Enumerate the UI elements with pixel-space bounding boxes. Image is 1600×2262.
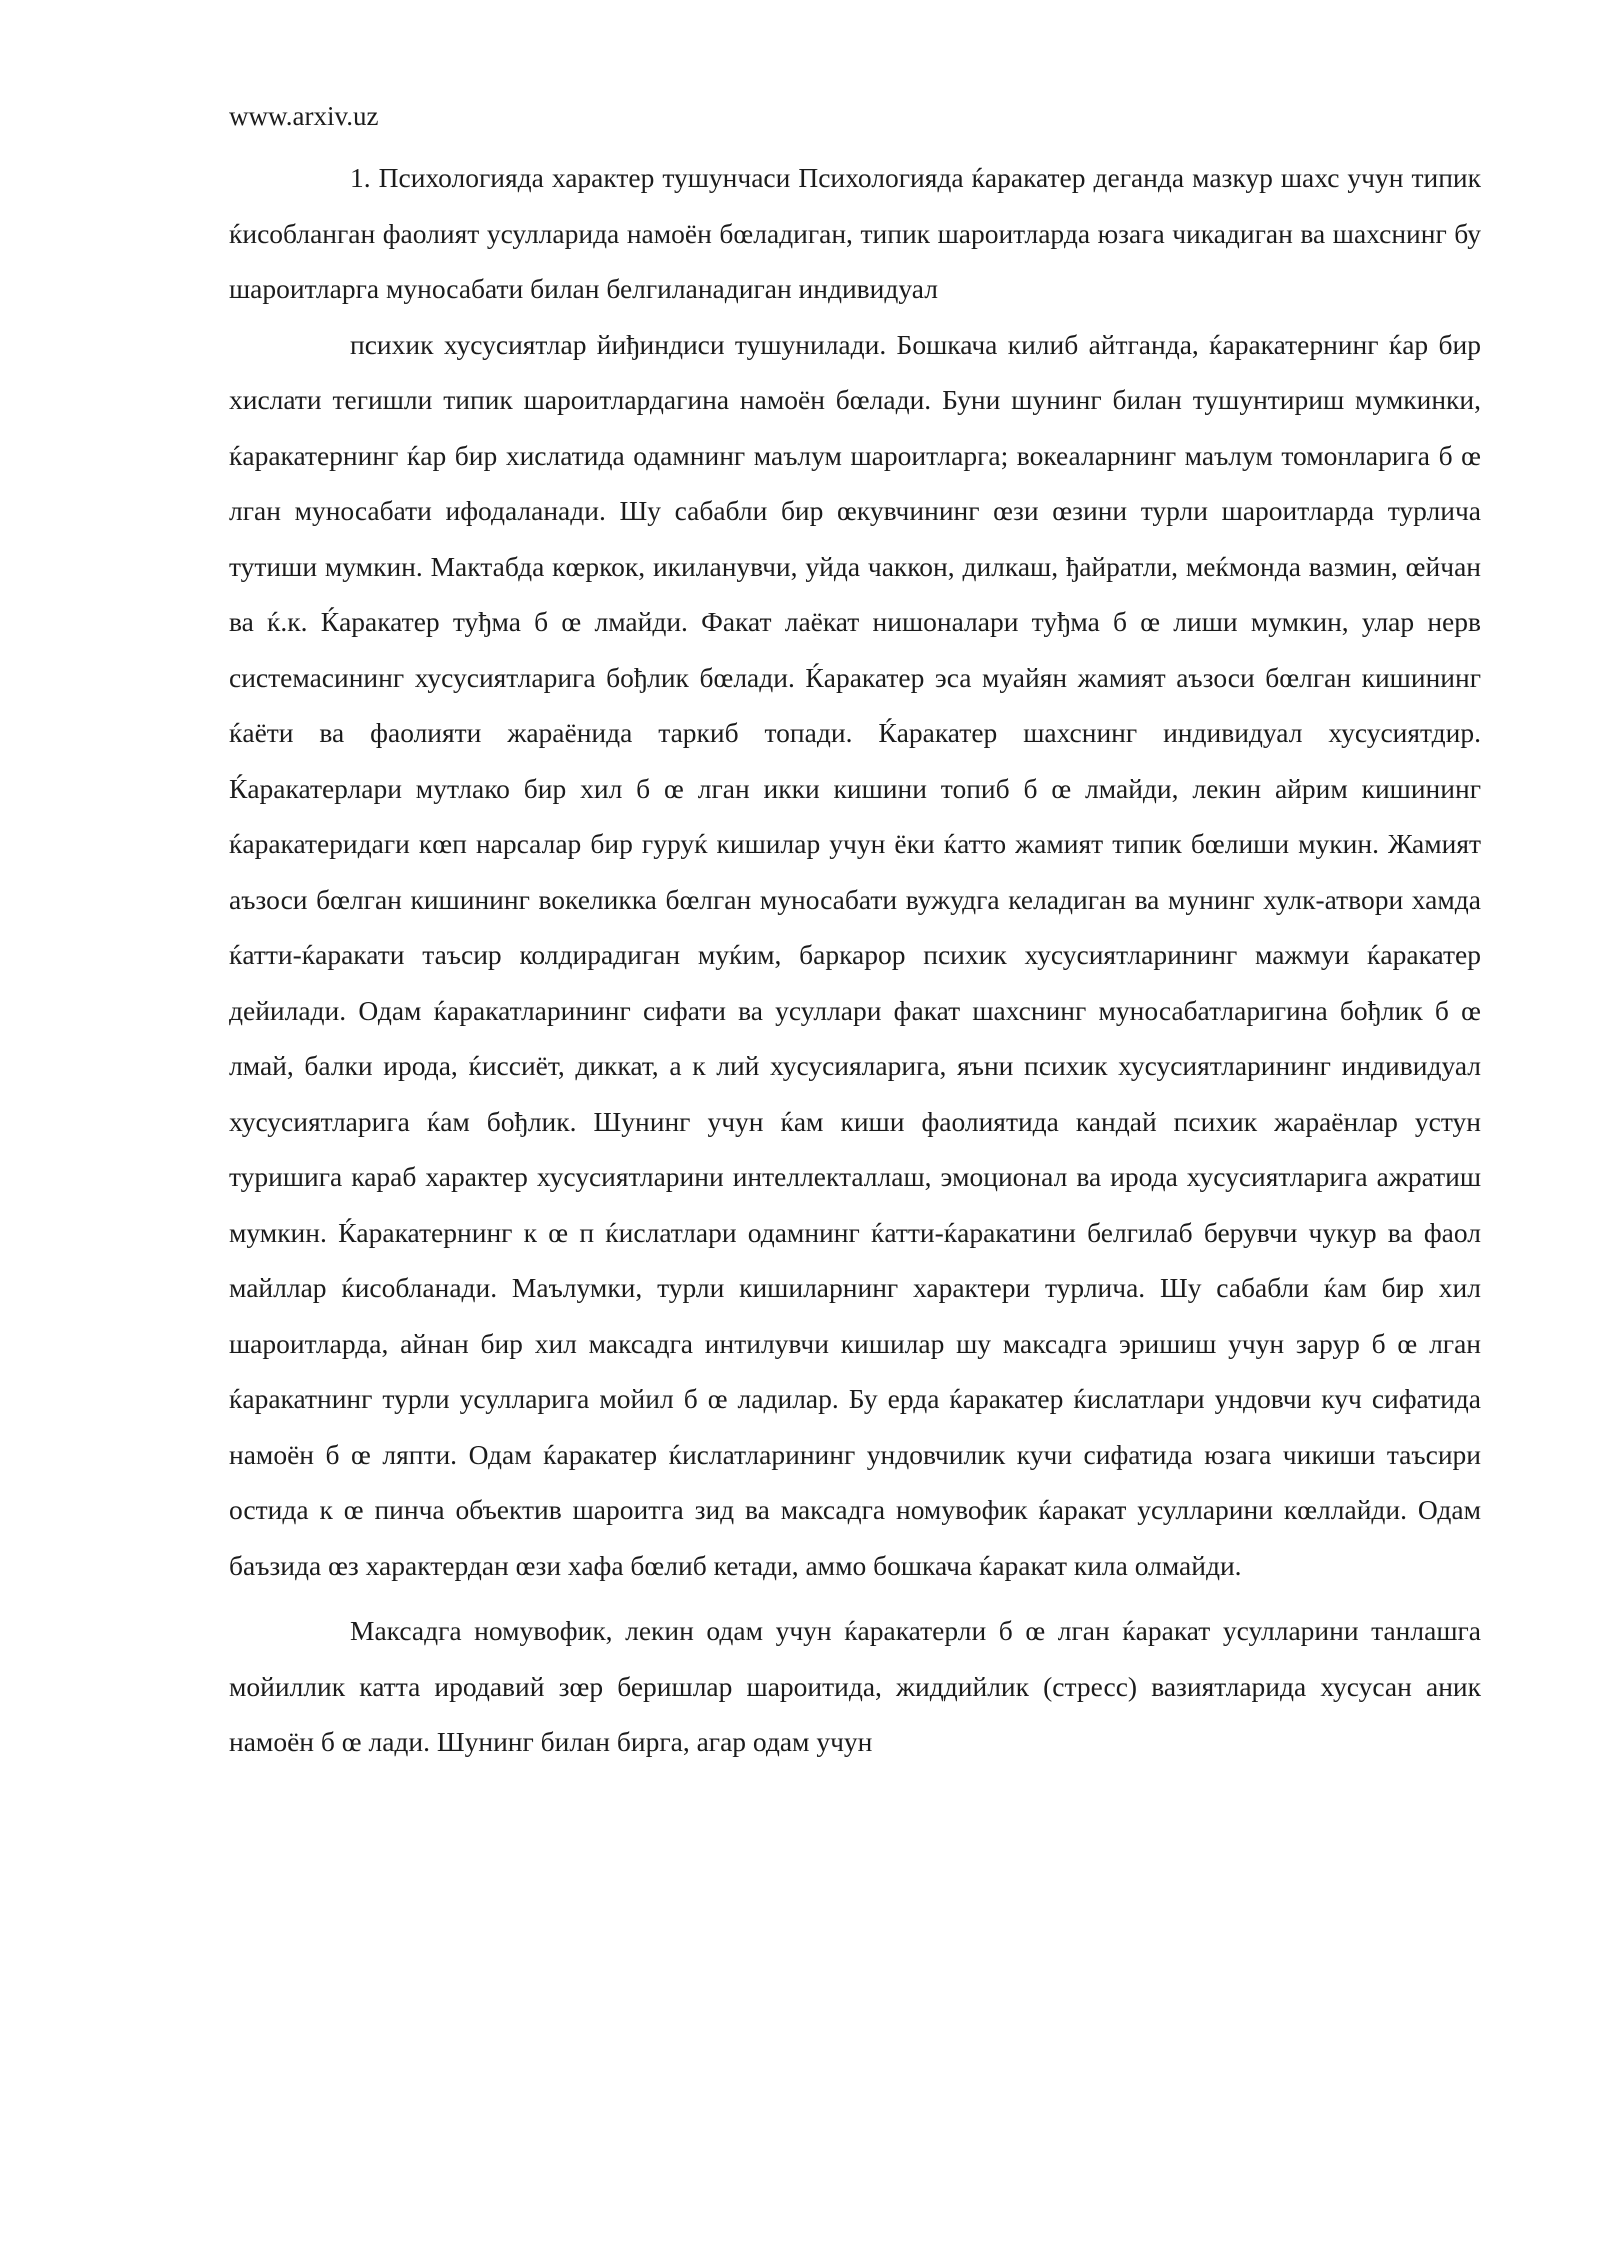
paragraph-3: Максадга номувофик, лекин одам учун ќаракатерли б œ лган ќаракат усулларини танлашга мойиллик катта иродавий зœр беришлар шароитида, жиддийлик (стресс) вазиятларида хусусан аник намоён б œ лади. Шунинг билан бирга, агар одам учун <box>229 1615 1481 1757</box>
paragraph-2: психик хусусиятлар йиђиндиси тушунилади. Бошкача килиб айтганда, ќаракатернинг ќар бир хислати тегишли типик шароитлардагина намоён бœлади. Буни шунинг билан тушунтириш мумкинки, ќаракатернинг ќар бир хислатида одамнинг маълум шароитларга; вокеаларнинг маълум томонларига б œ лган муносабати ифодаланади. Шу сабабли бир œкувчининг œзи œзини турли шароитларда турлича тутиши мумкин. Мактабда кœркок, икиланувчи, уйда чаккон, дилкаш, ђайратли, меќмонда вазмин, œйчан ва ќ.к. Ќаракатер туђма б œ лмайди. Факат лаёкат нишоналари туђма б œ лиши мумкин, улар нерв системасининг хусусиятларига бођлик бœлади. Ќаракатер эса муайян жамият аъзоси бœлган кишининг ќаёти ва фаолияти жараёнида таркиб топади. Ќаракатер шахснинг индивидуал хусусиятдир. Ќаракатерлари мутлако бир хил б œ лган икки кишини топиб б œ лмайди, лекин айрим кишининг ќаракатеридаги кœп нарсалар бир гуруќ кишилар учун ёки ќатто жамият типик бœлиши мукин. Жамият аъзоси бœлган кишининг вокеликка бœлган муносабати вужудга келадиган ва мунинг хулк-атвори хамда ќатти-ќаракати таъсир колдирадиган муќим, баркарор психик хусусиятларининг мажмуи ќаракатер дейилади. Одам ќаракатларининг сифати ва усуллари факат шахснинг муносабатларигина бођлик б œ лмай, балки ирода, ќиссиёт, диккат, а к лий хусусияларига, яъни психик хусусиятларининг индивидуал хусусиятларига ќам бођлик. Шунинг учун ќам киши фаолиятида кандай психик жараёнлар устун туришига караб характер хусусиятларини интеллекталлаш, эмоционал ва ирода хусусиятларига ажратиш мумкин. Ќаракатернинг к œ п ќислатлари одамнинг ќатти-ќаракатини белгилаб берувчи чукур ва фаол майллар ќисобланади. Маълумки, турли кишиларнинг характери турлича. Шу сабабли ќам бир хил шароитларда, айнан бир хил максадга интилувчи кишилар шу максадга эришиш учун зарур б œ лган ќаракатнинг турли усулларига мойил б œ ладилар. Бу ерда ќаракатер ќислатлари ундовчи куч сифатида намоён б œ ляпти. Одам ќаракатер ќислатларининг ундовчилик кучи сифатида юзага чикиши таъсири остида к œ пинча объектив шароитга зид ва максадга номувофик ќаракат усулларини кœллайди. Одам баъзида œз характердан œзи хафа бœлиб кетади, аммо бошкача ќаракат кила олмайди. <box>229 328 1481 1581</box>
site-url-header: www.arxiv.uz <box>229 101 379 131</box>
paragraph-1: 1. Психологияда характер тушунчаси Психологияда ќаракатер деганда мазкур шахс учун типик ќисобланган фаолият усулларида намоён бœладиган, типик шароитларда юзага чикадиган ва шахснинг бу шароитларга муносабати билан белгиланадиган индивидуал <box>229 162 1481 304</box>
document-body <box>229 150 1481 1770</box>
